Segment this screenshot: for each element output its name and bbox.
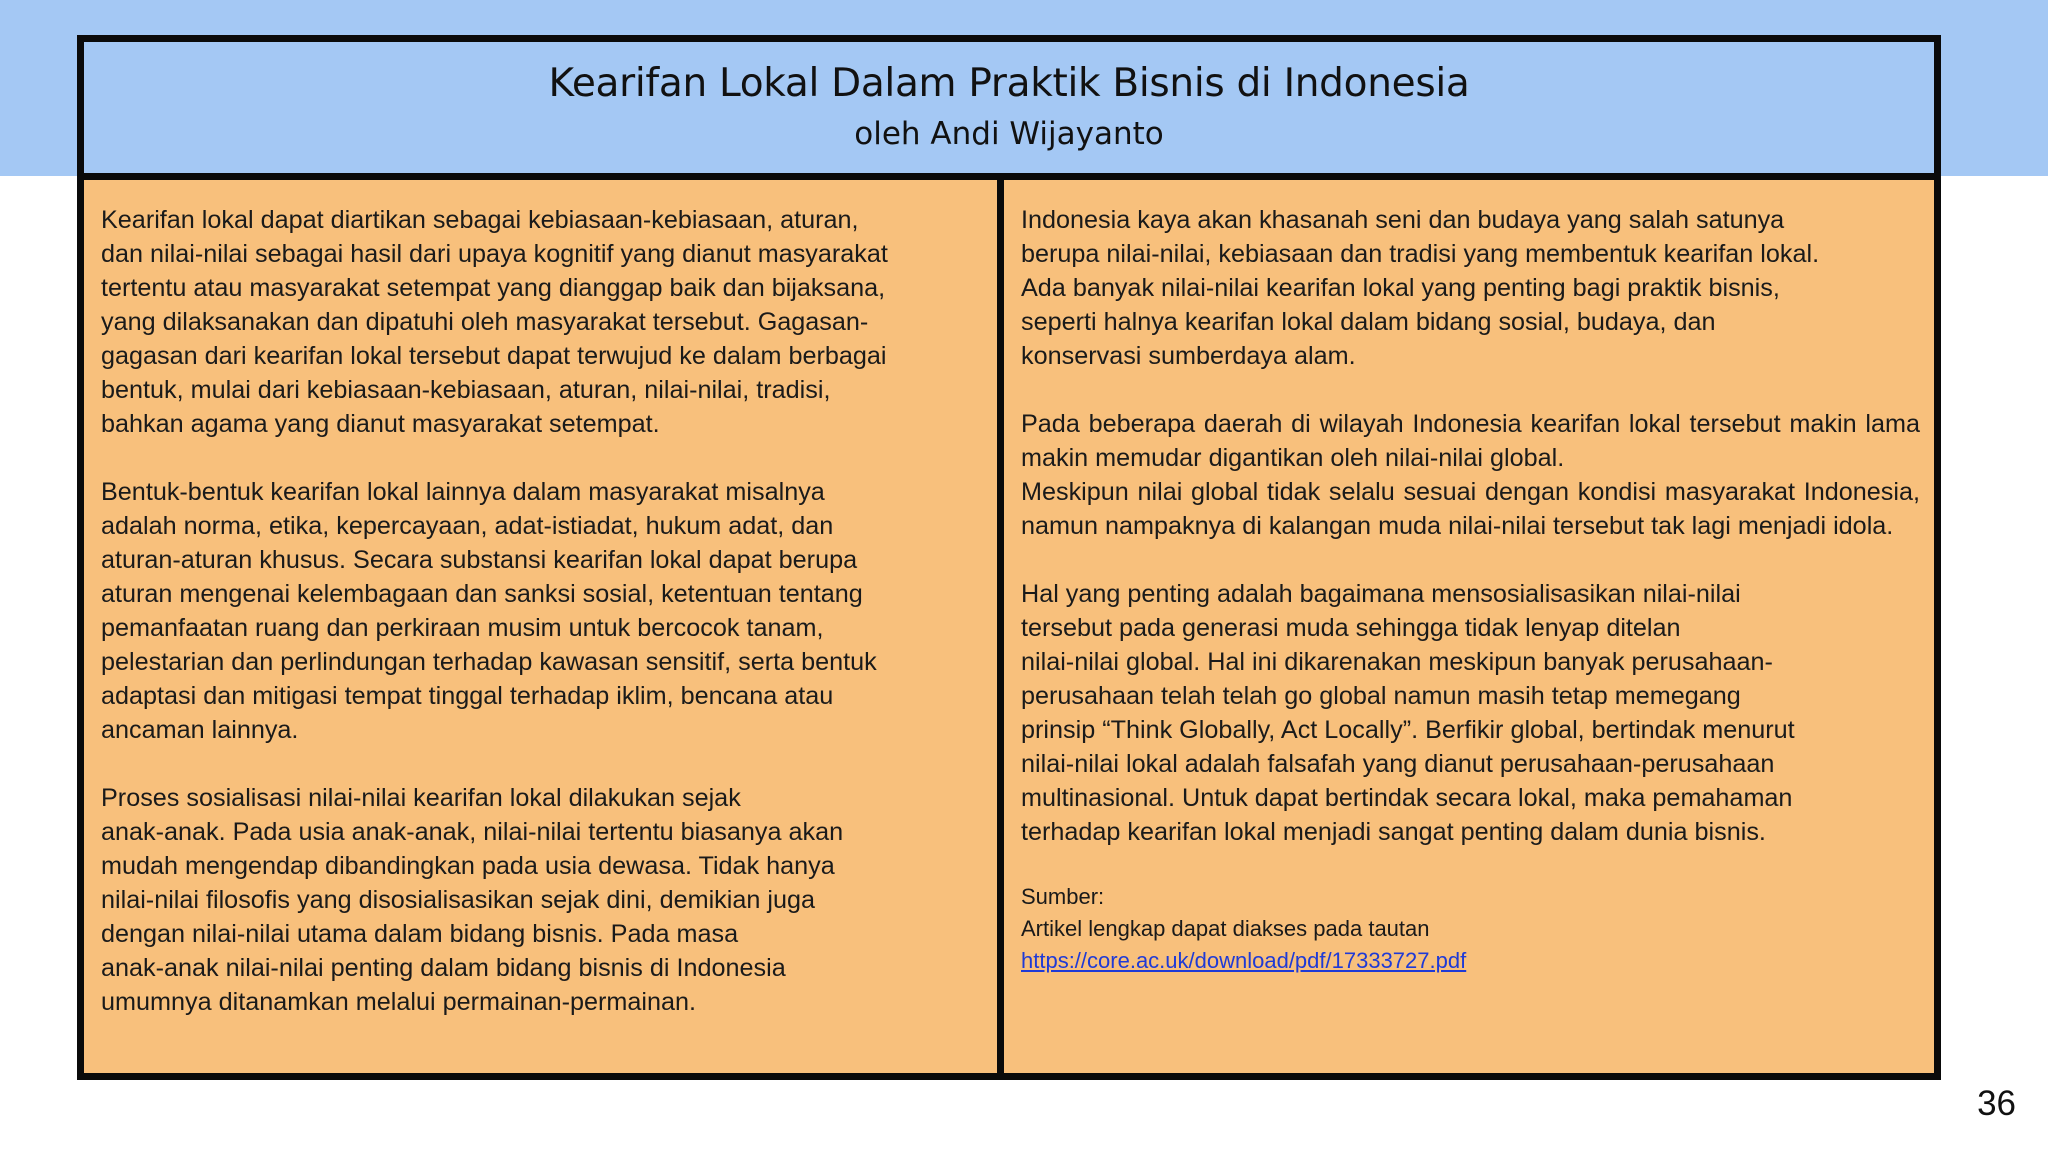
right-paragraph-2: Pada beberapa daerah di wilayah Indonesia kearifan lokal tersebut makin lama makin memudar digantikan oleh nilai-nilai global. Meskipun nilai global tidak selalu sesuai dengan kondisi masyarakat Indonesia, namun nampaknya di kalangan muda nilai-nilai tersebut tak lagi menjadi idola. (1021, 410, 1920, 540)
right-column (1004, 173, 1934, 1073)
source-text: Artikel lengkap dapat diakses pada tautan (1021, 916, 1430, 941)
source-link[interactable]: https://core.ac.uk/download/pdf/17333727.pdf (1021, 948, 1467, 973)
title-header (84, 42, 1934, 180)
right-paragraph-3: Hal yang penting adalah bagaimana mensosialisasikan nilai-nilai tersebut pada generasi muda sehingga tidak lenyap ditelan nilai-nilai global. Hal ini dikarenakan meskipun banyak perusahaan- perusahaan telah telah go global namun masih tetap memegang prinsip “Think Globally, Act Locally”. Berfikir global, bertindak menurut nilai-nilai lokal adalah falsafah yang dianut perusahaan-perusahaan multinasional. Untuk dapat bertindak secara lokal, maka pemahaman terhadap kearifan lokal menjadi sangat penting dalam dunia bisnis. (1021, 580, 1795, 846)
slide-title: Kearifan Lokal Dalam Praktik Bisnis di Indonesia (548, 61, 1470, 106)
left-column (84, 173, 997, 1073)
page-number: 36 (1977, 1084, 2016, 1123)
left-paragraph-1: Kearifan lokal dapat diartikan sebagai kebiasaan-kebiasaan, aturan, dan nilai-nilai sebagai hasil dari upaya kognitif yang dianut masyarakat tertentu atau masyarakat setempat yang dianggap baik dan bijaksana, yang dilaksanakan dan dipatuhi oleh masyarakat tersebut. Gagasan- gagasan dari kearifan lokal tersebut dapat terwujud ke dalam berbagai bentuk, mulai dari kebiasaan-kebiasaan, aturan, nilai-nilai, tradisi, bahkan agama yang dianut masyarakat setempat. (101, 206, 888, 438)
slide-author: oleh Andi Wijayanto (854, 116, 1164, 152)
source-block (1021, 881, 1920, 977)
content-frame (77, 35, 1941, 1080)
source-label: Sumber: (1021, 884, 1105, 909)
left-paragraph-3: Proses sosialisasi nilai-nilai kearifan lokal dilakukan sejak anak-anak. Pada usia anak-anak, nilai-nilai tertentu biasanya akan mudah mengendap dibandingkan pada usia dewasa. Tidak hanya nilai-nilai filosofis yang disosialisasikan sejak dini, demikian juga dengan nilai-nilai utama dalam bidang bisnis. Pada masa anak-anak nilai-nilai penting dalam bidang bisnis di Indonesia umumnya ditanamkan melalui permainan-permainan. (101, 784, 844, 1016)
left-paragraph-2: Bentuk-bentuk kearifan lokal lainnya dalam masyarakat misalnya adalah norma, etika, kepercayaan, adat-istiadat, hukum adat, dan aturan-aturan khusus. Secara substansi kearifan lokal dapat berupa aturan mengenai kelembagaan dan sanksi sosial, ketentuan tentang pemanfaatan ruang dan perkiraan musim untuk bercocok tanam, pelestarian dan perlindungan terhadap kawasan sensitif, serta bentuk adaptasi dan mitigasi tempat tinggal terhadap iklim, bencana atau ancaman lainnya. (101, 478, 877, 744)
column-divider (997, 173, 1004, 1073)
right-paragraph-1: Indonesia kaya akan khasanah seni dan budaya yang salah satunya berupa nilai-nilai, kebiasaan dan tradisi yang membentuk kearifan lokal. Ada banyak nilai-nilai kearifan lokal yang penting bagi praktik bisnis, seperti halnya kearifan lokal dalam bidang sosial, budaya, dan konservasi sumberdaya alam. (1021, 206, 1820, 370)
